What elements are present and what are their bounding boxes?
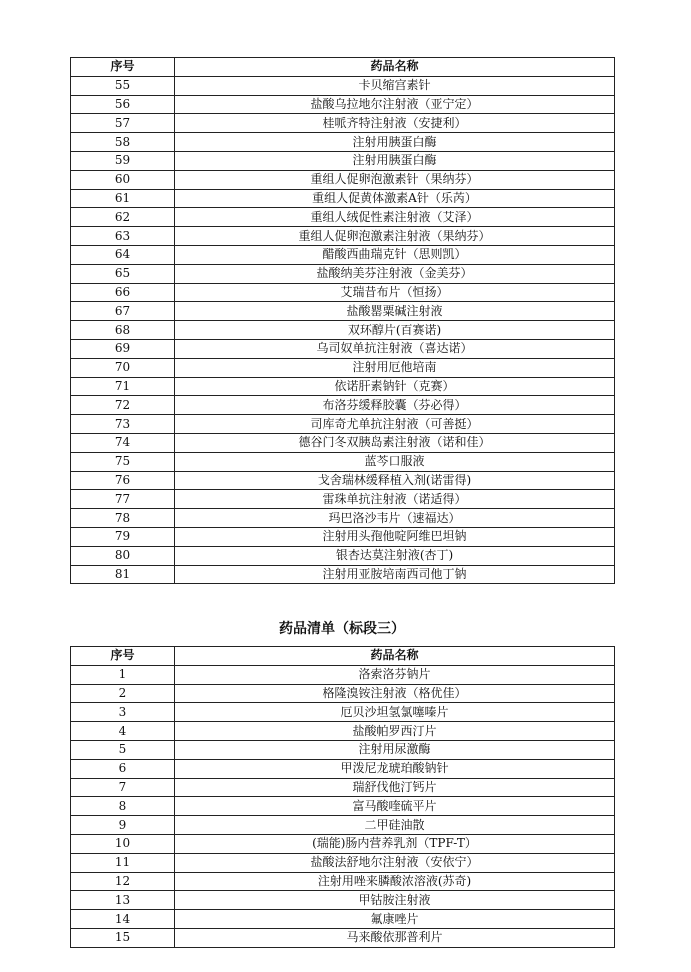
serial-number-cell: 71 — [71, 377, 175, 396]
drug-name-cell: 注射用胰蛋白酶 — [175, 151, 615, 170]
drug-name-cell: 格隆溴铵注射液（格优佳） — [175, 684, 615, 703]
serial-number-cell: 63 — [71, 227, 175, 246]
serial-number-cell: 80 — [71, 546, 175, 565]
table-row — [71, 834, 615, 853]
serial-number-cell: 14 — [71, 910, 175, 929]
table-row — [71, 452, 615, 471]
serial-number-cell: 57 — [71, 114, 175, 133]
serial-number-cell: 4 — [71, 722, 175, 741]
table-row — [71, 853, 615, 872]
table-row — [71, 283, 615, 302]
serial-number-cell: 12 — [71, 872, 175, 891]
table-row — [71, 208, 615, 227]
drug-name-cell: 重组人促黄体激素A针（乐芮） — [175, 189, 615, 208]
serial-number-cell: 76 — [71, 471, 175, 490]
drug-name-cell: 盐酸法舒地尔注射液（安依宁） — [175, 853, 615, 872]
table-header-row — [71, 58, 615, 77]
table-body — [71, 76, 615, 584]
table-row — [71, 114, 615, 133]
drug-table-continued — [70, 57, 615, 584]
drug-name-cell: 马来酸依那普利片 — [175, 928, 615, 947]
serial-number-cell: 59 — [71, 151, 175, 170]
drug-name-cell: 盐酸罂粟碱注射液 — [175, 302, 615, 321]
drug-name-cell: 桂哌齐特注射液（安捷利） — [175, 114, 615, 133]
serial-number-cell: 69 — [71, 339, 175, 358]
serial-number-cell: 79 — [71, 527, 175, 546]
header-serial-number: 序号 — [71, 58, 175, 77]
serial-number-cell: 67 — [71, 302, 175, 321]
table-row — [71, 264, 615, 283]
serial-number-cell: 5 — [71, 740, 175, 759]
drug-name-cell: 注射用厄他培南 — [175, 358, 615, 377]
table-row — [71, 76, 615, 95]
serial-number-cell: 1 — [71, 665, 175, 684]
drug-name-cell: 蓝芩口服液 — [175, 452, 615, 471]
table-row — [71, 891, 615, 910]
serial-number-cell: 15 — [71, 928, 175, 947]
drug-name-cell: 银杏达莫注射液(杏丁) — [175, 546, 615, 565]
drug-name-cell: 注射用亚胺培南西司他丁钠 — [175, 565, 615, 584]
serial-number-cell: 61 — [71, 189, 175, 208]
table-row — [71, 302, 615, 321]
serial-number-cell: 78 — [71, 509, 175, 528]
header-drug-name: 药品名称 — [175, 647, 615, 666]
serial-number-cell: 70 — [71, 358, 175, 377]
table-row — [71, 797, 615, 816]
serial-number-cell: 7 — [71, 778, 175, 797]
drug-name-cell: 注射用头孢他啶阿维巴坦钠 — [175, 527, 615, 546]
serial-number-cell: 2 — [71, 684, 175, 703]
table-row — [71, 377, 615, 396]
drug-name-cell: 洛索洛芬钠片 — [175, 665, 615, 684]
table-row — [71, 684, 615, 703]
serial-number-cell: 72 — [71, 396, 175, 415]
drug-name-cell: 戈舍瑞林缓释植入剂(诺雷得) — [175, 471, 615, 490]
table-row — [71, 151, 615, 170]
table-row — [71, 665, 615, 684]
drug-name-cell: 甲泼尼龙琥珀酸钠针 — [175, 759, 615, 778]
serial-number-cell: 55 — [71, 76, 175, 95]
drug-name-cell: 盐酸乌拉地尔注射液（亚宁定） — [175, 95, 615, 114]
drug-name-cell: 重组人促卵泡激素注射液（果纳芬） — [175, 227, 615, 246]
drug-name-cell: 德谷门冬双胰岛素注射液（诺和佳） — [175, 433, 615, 452]
table-row — [71, 490, 615, 509]
drug-name-cell: 注射用尿激酶 — [175, 740, 615, 759]
serial-number-cell: 66 — [71, 283, 175, 302]
drug-name-cell: 布洛芬缓释胶囊（芬必得） — [175, 396, 615, 415]
drug-name-cell: 二甲硅油散 — [175, 816, 615, 835]
serial-number-cell: 62 — [71, 208, 175, 227]
serial-number-cell: 64 — [71, 245, 175, 264]
table-row — [71, 872, 615, 891]
drug-name-cell: 双环醇片(百赛诺) — [175, 321, 615, 340]
table-row — [71, 928, 615, 947]
table-row — [71, 245, 615, 264]
serial-number-cell: 60 — [71, 170, 175, 189]
table-row — [71, 95, 615, 114]
serial-number-cell: 9 — [71, 816, 175, 835]
serial-number-cell: 11 — [71, 853, 175, 872]
table-row — [71, 816, 615, 835]
serial-number-cell: 3 — [71, 703, 175, 722]
table-row — [71, 778, 615, 797]
table-row — [71, 703, 615, 722]
drug-name-cell: 注射用唑来膦酸浓溶液(苏奇) — [175, 872, 615, 891]
serial-number-cell: 73 — [71, 415, 175, 434]
table-row — [71, 339, 615, 358]
table-row — [71, 227, 615, 246]
table-row — [71, 321, 615, 340]
table-row — [71, 910, 615, 929]
drug-name-cell: 厄贝沙坦氢氯噻嗪片 — [175, 703, 615, 722]
section-title: 药品清单（标段三） — [279, 621, 405, 637]
drug-name-cell: 注射用胰蛋白酶 — [175, 133, 615, 152]
drug-name-cell: 卡贝缩宫素针 — [175, 76, 615, 95]
table-row — [71, 509, 615, 528]
table-row — [71, 546, 615, 565]
table-row — [71, 433, 615, 452]
drug-name-cell: 司库奇尤单抗注射液（可善挺） — [175, 415, 615, 434]
drug-name-cell: 乌司奴单抗注射液（喜达诺） — [175, 339, 615, 358]
table-row — [71, 358, 615, 377]
drug-name-cell: 重组人促卵泡激素针（果纳芬） — [175, 170, 615, 189]
table-row — [71, 170, 615, 189]
serial-number-cell: 8 — [71, 797, 175, 816]
table-row — [71, 722, 615, 741]
drug-name-cell: 富马酸喹硫平片 — [175, 797, 615, 816]
table-row — [71, 565, 615, 584]
serial-number-cell: 58 — [71, 133, 175, 152]
serial-number-cell: 13 — [71, 891, 175, 910]
header-drug-name: 药品名称 — [175, 58, 615, 77]
serial-number-cell: 65 — [71, 264, 175, 283]
drug-name-cell: 重组人绒促性素注射液（艾泽） — [175, 208, 615, 227]
drug-table-lot-three — [70, 646, 615, 948]
table-row — [71, 471, 615, 490]
drug-name-cell: 盐酸纳美芬注射液（金美芬） — [175, 264, 615, 283]
table-row — [71, 415, 615, 434]
drug-name-cell: (瑞能)肠内营养乳剂（TPF-T） — [175, 834, 615, 853]
serial-number-cell: 10 — [71, 834, 175, 853]
drug-name-cell: 甲钴胺注射液 — [175, 891, 615, 910]
serial-number-cell: 75 — [71, 452, 175, 471]
drug-name-cell: 盐酸帕罗西汀片 — [175, 722, 615, 741]
table-row — [71, 396, 615, 415]
table-row — [71, 189, 615, 208]
drug-name-cell: 依诺肝素钠针（克赛） — [175, 377, 615, 396]
table-row — [71, 759, 615, 778]
serial-number-cell: 68 — [71, 321, 175, 340]
drug-name-cell: 玛巴洛沙韦片（速福达） — [175, 509, 615, 528]
serial-number-cell: 74 — [71, 433, 175, 452]
serial-number-cell: 6 — [71, 759, 175, 778]
table-body — [71, 665, 615, 947]
drug-name-cell: 瑞舒伐他汀钙片 — [175, 778, 615, 797]
table-row — [71, 133, 615, 152]
drug-name-cell: 氟康唑片 — [175, 910, 615, 929]
drug-name-cell: 雷珠单抗注射液（诺适得） — [175, 490, 615, 509]
table-row — [71, 527, 615, 546]
drug-name-cell: 艾瑞昔布片（恒扬） — [175, 283, 615, 302]
table-row — [71, 740, 615, 759]
serial-number-cell: 56 — [71, 95, 175, 114]
header-serial-number: 序号 — [71, 647, 175, 666]
serial-number-cell: 77 — [71, 490, 175, 509]
serial-number-cell: 81 — [71, 565, 175, 584]
table-header-row — [71, 647, 615, 666]
drug-name-cell: 醋酸西曲瑞克针（思则凯） — [175, 245, 615, 264]
